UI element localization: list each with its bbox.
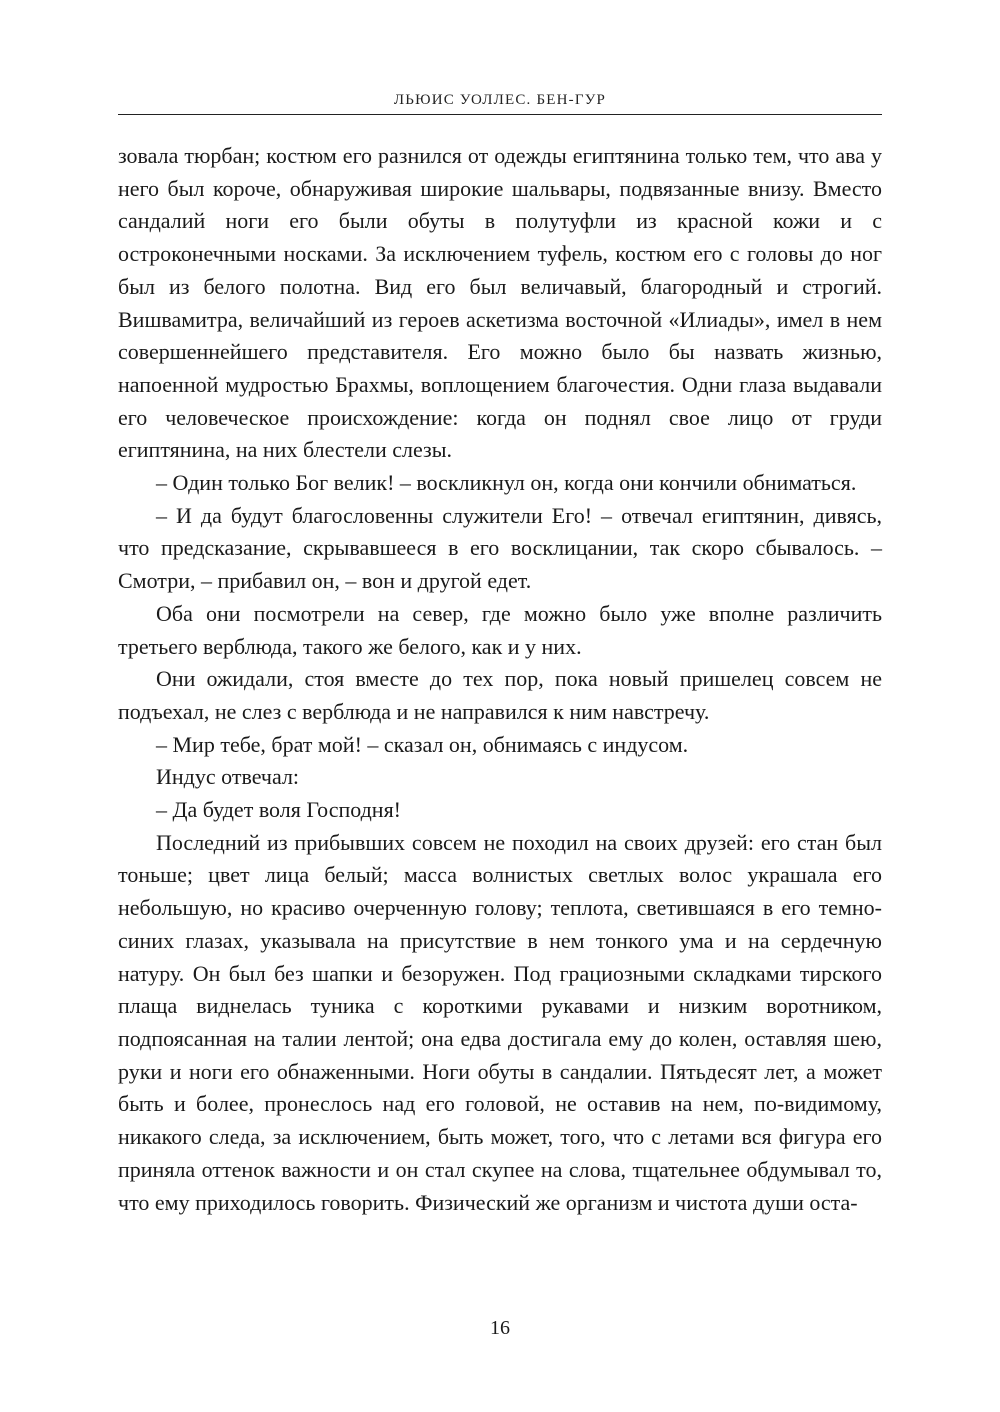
paragraph: – Мир тебе, брат мой! – сказал он, обнимаясь с индусом. [156, 731, 689, 757]
paragraph: Оба они посмотрели на север, где можно было уже вполне различить третьего верблюда, такого же белого, как и у них. [118, 600, 882, 659]
running-head: ЛЬЮИС УОЛЛЕС. БЕН-ГУР [393, 92, 607, 108]
paragraph: – И да будут благословенны служители Его! – отвечал египтянин, дивясь, что предсказание, скрывавшееся в его восклицании, так скоро сбывалось. – Смотри, – прибавил он, – вон и другой едет. [118, 502, 882, 594]
paragraph: Индус отвечал: [156, 764, 300, 790]
paragraph: зовала тюрбан; костюм его разнился от одежды египтянина только тем, что ава у него был короче, обнаруживая широкие шальвары, подвязанные внизу. Вместо сандалий ноги его были обуты в полутуфли из красной кожи и с остроконечными носками. За исключением туфель, костюм его с головы до ног был из белого полотна. Вид его был величавый, благородный и строгий. Вишвамитра, величайший из героев аскетизма восточной «Илиады», имел в нем совершеннейшего представителя. Его можно было бы назвать жизнью, напоенной мудростью Брахмы, воплощением благочестия. Одни глаза выдавали его человеческое происхождение: когда он поднял свое лицо от груди египтянина, на них блестели слезы. [118, 143, 882, 463]
body-text [118, 140, 882, 1219]
page-number: 16 [490, 1317, 510, 1339]
header-rule [118, 114, 882, 115]
paragraph: – Да будет воля Господня! [156, 797, 402, 823]
paragraph: – Один только Бог велик! – воскликнул он, когда они кончили обниматься. [156, 470, 857, 496]
paragraph: Они ожидали, стоя вместе до тех пор, пока новый пришелец совсем не подъехал, не слез с верблюда и не направился к ним навстречу. [118, 666, 882, 724]
paragraph: Последний из прибывших совсем не походил на своих друзей: его стан был тоньше; цвет лица белый; масса волнистых светлых волос украшала его небольшую, но красиво очерченную голову; теплота, светившаяся в его темно-синих глазах, указывала на присутствие в нем тонкого ума и на сердечную натуру. Он был без шапки и безоружен. Под грациозными складками тирского плаща виднелась туника с короткими рукавами и низким воротником, подпоясанная на талии лентой; она едва достигала ему до колен, оставляя шею, руки и ноги его обнаженными. Ноги обуты в сандалии. Пятьдесят лет, а может быть и более, пронеслось над его головой, не оставив на нем, по-видимому, никакого следа, за исключением, быть может, того, что с летами вся фигура его приняла оттенок важности и он стал скупее на слова, тщательнее обдумывал то, что ему приходилось говорить. Физический же организм и чистота души оста- [118, 829, 882, 1215]
